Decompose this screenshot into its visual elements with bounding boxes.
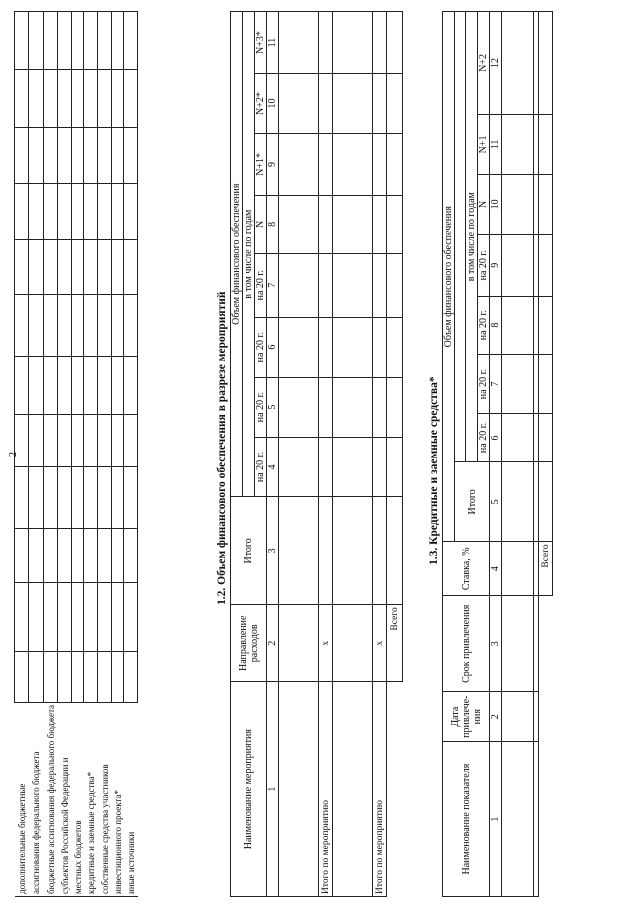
funding-source-row [124, 12, 138, 897]
direction-x: x [319, 605, 333, 682]
column-number: 9 [490, 234, 502, 296]
header-measure-name: Наименование мероприятия [231, 682, 267, 897]
header-by-years: в том числе по годам [466, 12, 478, 462]
year-header: на 20 г. [478, 234, 490, 296]
funding-source-label: бюджетные ассигнования федерального бюджета [44, 702, 58, 896]
column-number: 4 [490, 542, 502, 596]
header-funding-volume: Объем финансового обеспечения [443, 12, 455, 542]
funding-source-label: местных бюджетов [72, 702, 84, 896]
funding-source-row [98, 12, 112, 897]
funding-source-row [72, 12, 84, 897]
measure-name-cell [279, 682, 319, 897]
column-number: 10 [267, 74, 279, 134]
column-number: 2 [267, 605, 279, 682]
funding-source-label: ассигнования федерального бюджета [29, 702, 44, 896]
year-header: на 20 г. [255, 437, 267, 497]
column-number: 4 [267, 437, 279, 497]
funding-sources-table [14, 11, 138, 897]
year-header: N+1* [255, 133, 267, 195]
header-by-years: в том числе по годам [243, 12, 255, 497]
column-number: 9 [267, 133, 279, 195]
column-number: 7 [490, 354, 502, 414]
year-header: N [255, 195, 267, 253]
funding-source-row [44, 12, 58, 897]
column-number: 5 [490, 462, 502, 542]
column-number: 1 [490, 742, 502, 897]
column-number: 6 [490, 414, 502, 462]
year-header: N+2* [255, 74, 267, 134]
header-date: Дата привлече-ния [443, 692, 490, 742]
credit-funds-table [442, 11, 553, 897]
section-1-3-title: 1.3. Кредитные и заемные средства* [428, 376, 440, 565]
column-number: 5 [267, 377, 279, 437]
column-number: 6 [267, 317, 279, 377]
funding-source-label: кредитные и заемные средства* [84, 702, 98, 896]
column-number: 8 [267, 195, 279, 253]
section-1-2-title: 1.2. Объем финансового обеспечения в разрезе мероприятий [216, 291, 228, 605]
header-funding-volume: Объем финансового обеспечения [231, 12, 243, 497]
funding-source-label: субъектов Российской Федерации и [58, 702, 72, 896]
header-indicator-name: Наименование показателя [443, 742, 490, 897]
measure-total-label: Итого по мероприятию [373, 682, 387, 897]
column-number: 2 [490, 692, 502, 742]
funding-source-label: иные источники [124, 702, 138, 896]
grand-total-label: Всего [387, 605, 403, 682]
funding-source-label: дополнительные бюджетные [15, 702, 29, 896]
funding-source-label: собственные средства участников [98, 702, 112, 896]
funding-source-row [58, 12, 72, 897]
direction-x: x [373, 605, 387, 682]
funding-source-row [29, 12, 44, 897]
year-header: N+2 [478, 12, 490, 115]
column-number: 8 [490, 296, 502, 354]
page-number: 2 [8, 452, 19, 457]
funding-source-label: инвестиционного проекта* [112, 702, 124, 896]
year-header: N+3* [255, 12, 267, 74]
header-direction: Направление расходов [231, 605, 267, 682]
column-number: 1 [267, 682, 279, 897]
measure-total-label: Итого по мероприятию [319, 682, 333, 897]
year-header: на 20 г. [255, 317, 267, 377]
year-header: на 20 г. [255, 253, 267, 317]
year-header: N [478, 174, 490, 234]
column-number: 7 [267, 253, 279, 317]
direction-cell [279, 605, 319, 682]
year-header: на 20 г. [478, 354, 490, 414]
year-header: на 20 г. [478, 414, 490, 462]
column-number: 12 [490, 12, 502, 115]
column-number: 3 [267, 497, 279, 605]
grand-total-label: Всего [539, 542, 553, 596]
header-total: Итого [231, 497, 267, 605]
header-rate: Ставка, % [443, 542, 490, 596]
funding-source-row [15, 12, 29, 897]
column-number: 11 [490, 114, 502, 174]
column-number: 11 [267, 12, 279, 74]
year-header: N+1 [478, 114, 490, 174]
header-term: Срок привлечения [443, 596, 490, 692]
header-total: Итого [455, 462, 490, 542]
year-header: на 20 г. [255, 377, 267, 437]
year-header: на 20 г. [478, 296, 490, 354]
column-number: 3 [490, 596, 502, 692]
funding-source-row [84, 12, 98, 897]
measures-funding-table [230, 11, 403, 897]
column-number: 10 [490, 174, 502, 234]
funding-source-row [112, 12, 124, 897]
